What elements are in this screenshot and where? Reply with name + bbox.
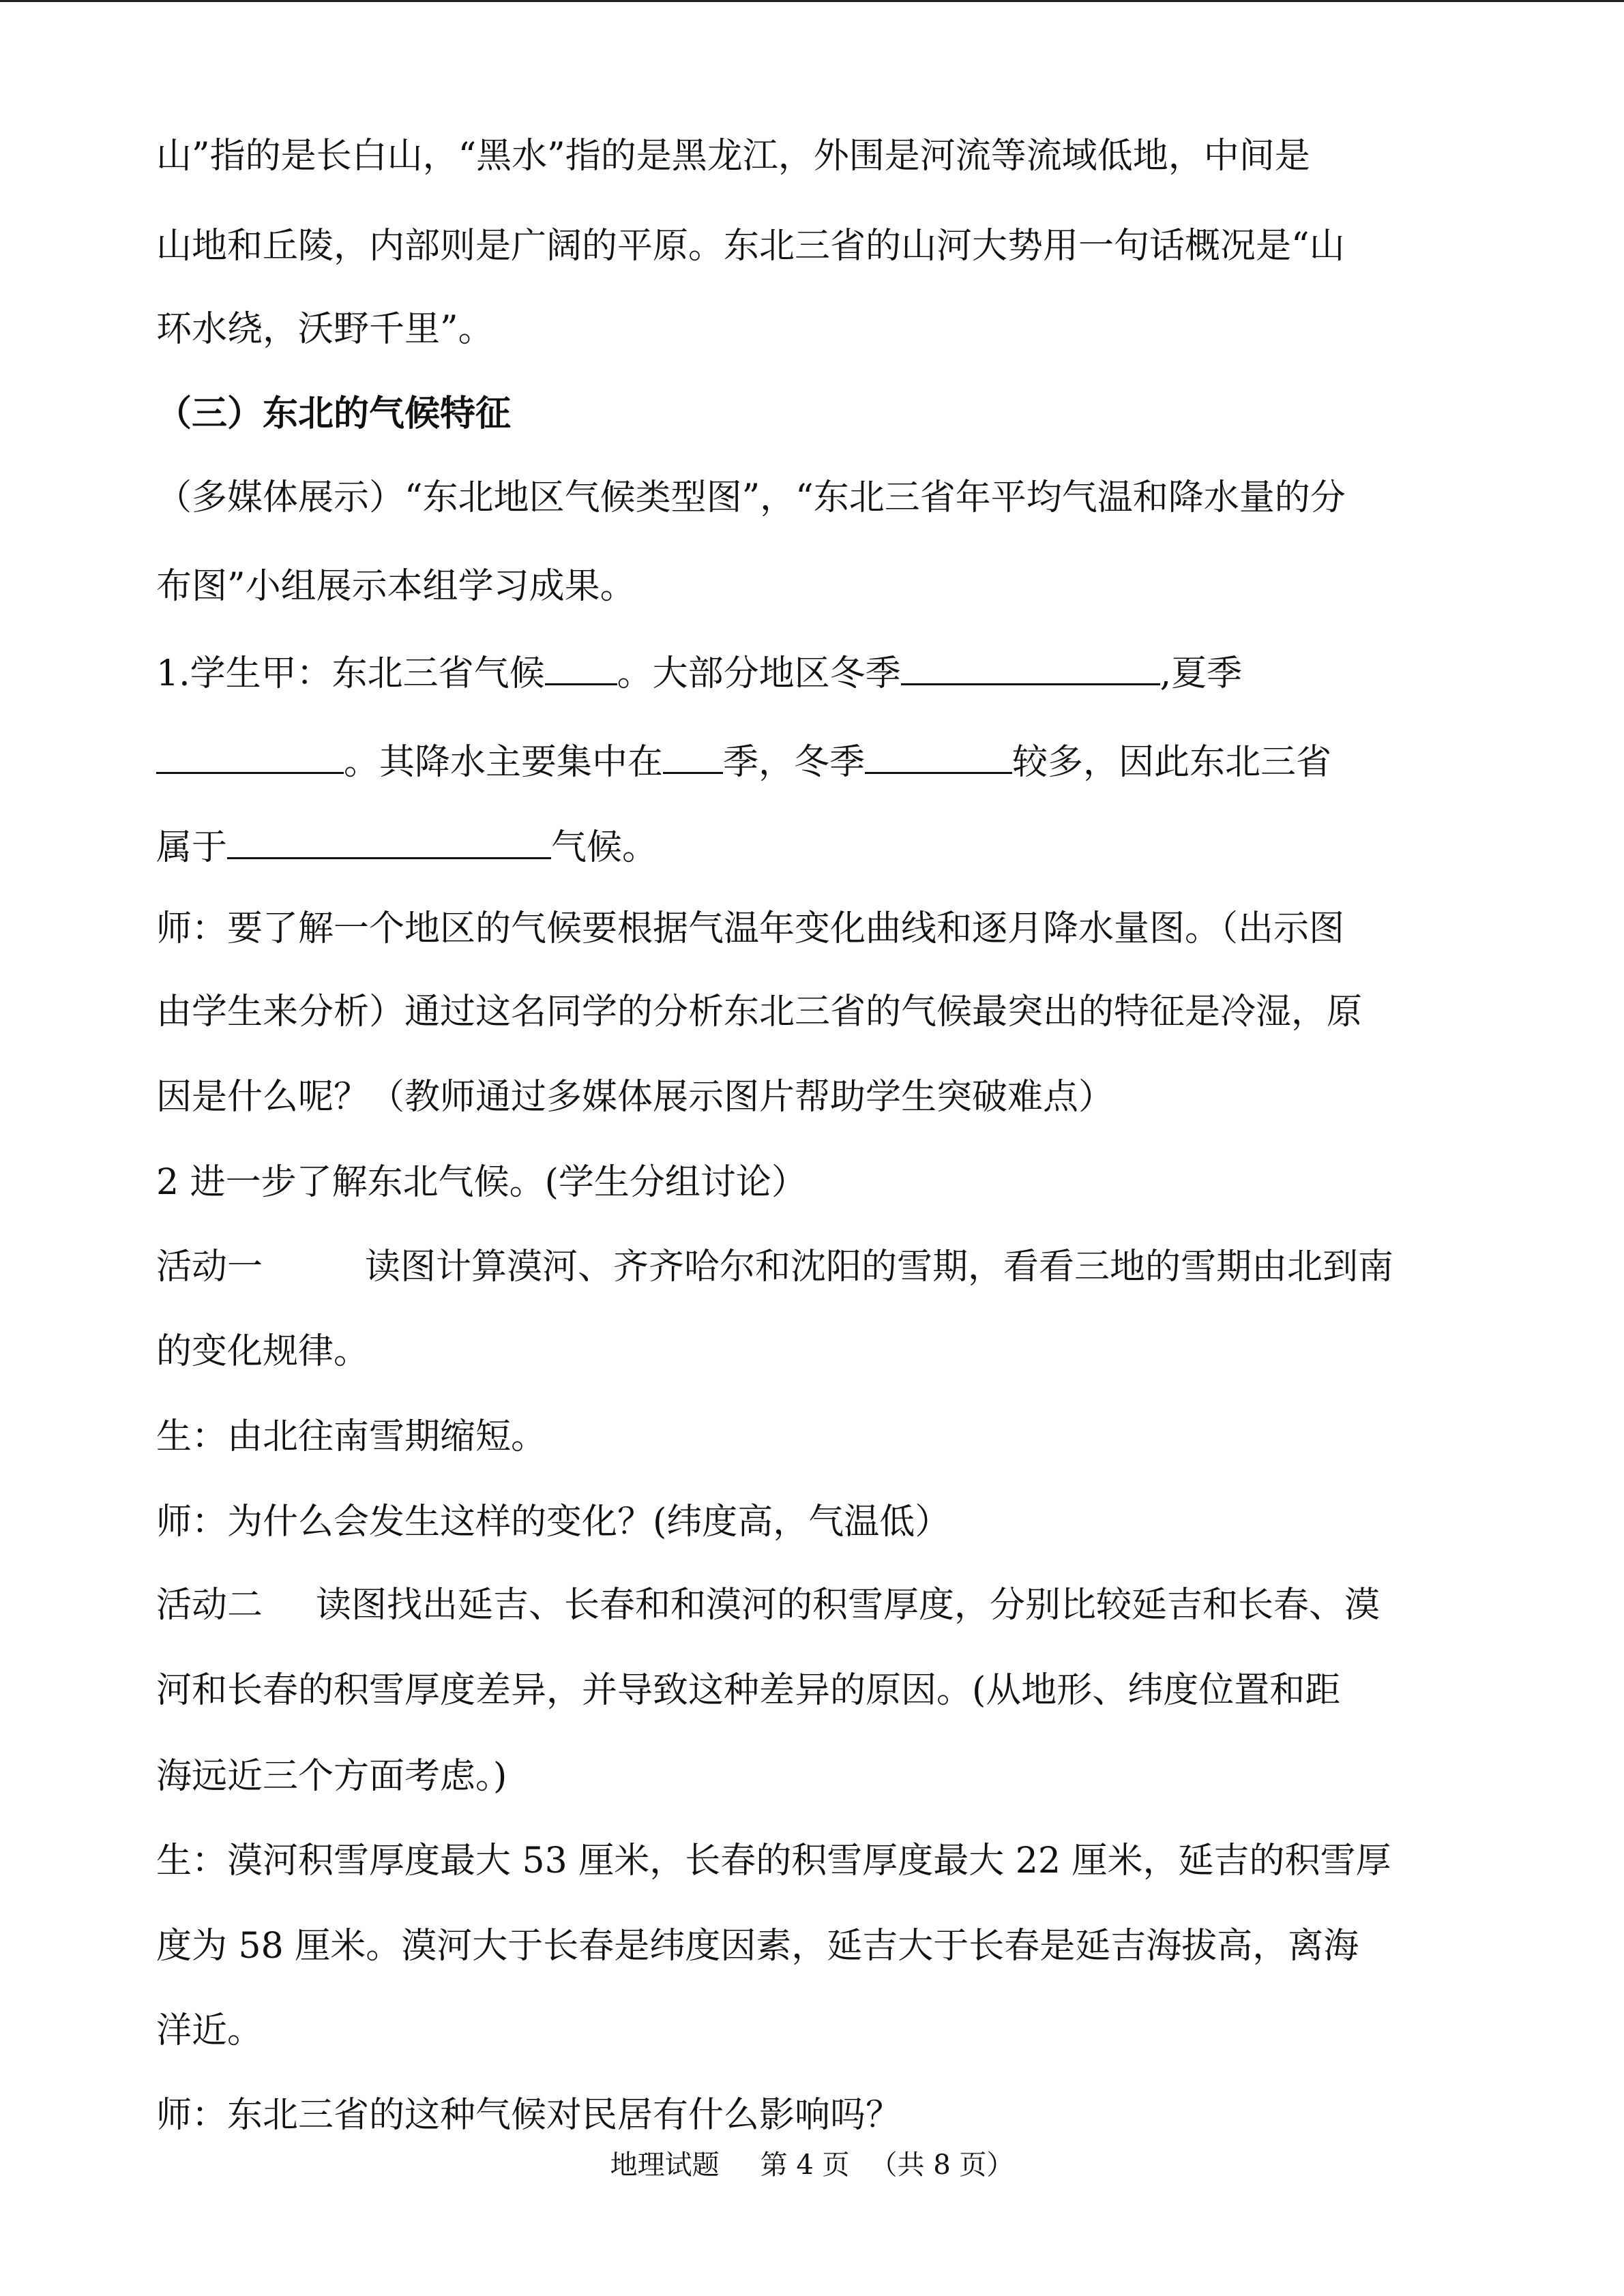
paragraph-line: 生：漠河积雪厚度最大 53 厘米，长春的积雪厚度最大 22 厘米，延吉的积雪厚: [156, 1840, 1391, 1881]
line-text: 1.学生甲：东北三省气候: [156, 653, 545, 694]
activity-text: 读图计算漠河、齐齐哈尔和沈阳的雪期，看看三地的雪期由北到南: [365, 1247, 1394, 1287]
line-text: 气候。: [551, 827, 658, 868]
line-text: 属于: [156, 827, 228, 868]
paragraph-line: 的变化规律。: [156, 1331, 370, 1372]
paragraph-line: 由学生来分析）通过这名同学的分析东北三省的气候最突出的特征是冷湿，原: [156, 992, 1363, 1032]
answer-blank[interactable]: [865, 736, 1012, 774]
section-heading: （三）东北的气候特征: [156, 393, 512, 434]
paragraph-line: 度为 58 厘米。漠河大于长春是纬度因素，延吉大于长春是延吉海拔高，离海: [156, 1926, 1359, 1967]
line-text: ,夏季: [1160, 653, 1243, 694]
answer-blank[interactable]: [545, 648, 617, 685]
paragraph-line: 山”指的是长白山，“黑水”指的是黑龙江，外围是河流等流域低地，中间是: [156, 136, 1310, 177]
line-text: 季，冬季: [723, 742, 866, 783]
fill-in-line: [156, 736, 1332, 783]
paragraph-line: 海远近三个方面考虑。): [156, 1756, 507, 1797]
paragraph-line: 布图”小组展示本组学习成果。: [156, 566, 636, 607]
paragraph-line: （多媒体展示）“东北地区气候类型图”，“东北三省年平均气温和降水量的分: [156, 477, 1346, 518]
paragraph-line: 河和长春的积雪厚度差异，并导致这种差异的原因。(从地形、纬度位置和距: [156, 1670, 1341, 1711]
top-border: [0, 0, 1624, 2]
activity-line: [156, 1583, 1380, 1627]
paragraph-line: 洋近。: [156, 2010, 263, 2051]
answer-blank[interactable]: [227, 822, 551, 859]
activity-label: 活动一: [156, 1247, 263, 1287]
fill-in-line: [156, 648, 1243, 694]
activity-text: 读图找出延吉、长春和和漠河的积雪厚度，分别比较延吉和长春、漠: [316, 1585, 1381, 1626]
paragraph-line: 生：由北往南雪期缩短。: [156, 1416, 547, 1457]
paragraph-line: 山地和丘陵，内部则是广阔的平原。东北三省的山河大势用一句话概况是“山: [156, 226, 1345, 267]
answer-blank[interactable]: [156, 736, 344, 774]
paragraph-line: 师：为什么会发生这样的变化？(纬度高，气温低）: [156, 1502, 951, 1542]
answer-blank[interactable]: [663, 736, 723, 774]
line-text: 较多，因此东北三省: [1012, 742, 1332, 783]
activity-label: 活动二: [156, 1585, 263, 1626]
line-text: 。大部分地区冬季: [617, 653, 901, 694]
paragraph-line: 2 进一步了解东北气候。(学生分组讨论）: [156, 1162, 807, 1203]
paragraph-line: 师：要了解一个地区的气候要根据气温年变化曲线和逐月降水量图。（出示图: [156, 908, 1345, 949]
paragraph-line: 环水绕，沃野千里”。: [156, 309, 494, 350]
paragraph-line: 师：东北三省的这种气候对民居有什么影响吗？: [156, 2095, 902, 2136]
paragraph-line: 因是什么呢？（教师通过多媒体展示图片帮助学生突破难点）: [156, 1077, 1114, 1118]
fill-in-line: [156, 822, 658, 868]
footer-page-number: 第 4 页: [760, 2149, 850, 2181]
answer-blank[interactable]: [901, 648, 1160, 685]
footer-subject: 地理试题: [610, 2149, 720, 2181]
footer-total-pages: （共 8 页）: [870, 2149, 1014, 2181]
activity-line: [156, 1245, 1393, 1289]
line-text: 。其降水主要集中在: [344, 742, 664, 783]
page-footer: [0, 2148, 1624, 2182]
